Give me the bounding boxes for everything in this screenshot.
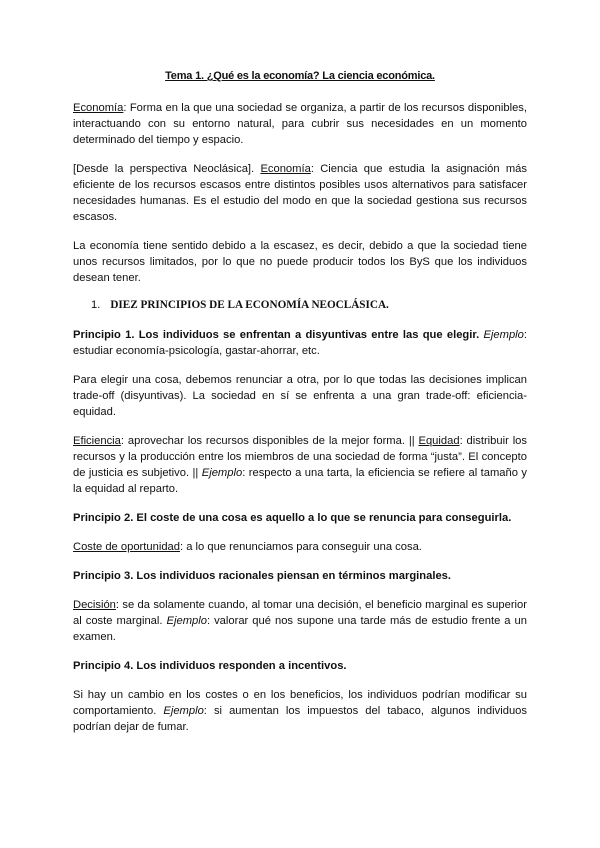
term-equidad: Equidad xyxy=(418,435,460,447)
definition-prefix: [Desde la perspectiva Neoclásica]. xyxy=(73,163,261,175)
principle-title: Principio 1. Los individuos se enfrentan a disyuntivas entre las que elegir. xyxy=(73,329,480,341)
paragraph-text: Si hay un cambio en los costes o en los beneficios, los individuos podrían modificar su comportamiento. xyxy=(73,689,527,717)
principle-3: Principio 3. Los individuos racionales piensan en términos marginales. xyxy=(73,570,451,582)
example-label: Ejemplo xyxy=(166,615,207,627)
paragraph-decision xyxy=(73,597,527,645)
paragraph-eficiencia-equidad xyxy=(73,433,527,497)
definition-text: : Forma en la que una sociedad se organiza, a partir de los recursos disponibles, interactuando con su entorno natural, para cubrir sus necesidades en un momento determinado del tiempo y espacio. xyxy=(73,102,527,146)
principle-4: Principio 4. Los individuos responden a incentivos. xyxy=(73,660,347,672)
definition-text: : se da solamente cuando, al tomar una decisión, el beneficio marginal es superior al coste marginal. xyxy=(73,599,527,627)
principle-2: Principio 2. El coste de una cosa es aquello a lo que se renuncia para conseguirla. xyxy=(73,512,512,524)
definition-text: : Ciencia que estudia la asignación más eficiente de los recursos escasos entre distintos posibles usos alternativos para satisfacer necesidades humanas. Es el estudio del modo en que la sociedad gestiona sus recursos escasos. xyxy=(73,163,527,223)
section-heading xyxy=(91,299,527,311)
definition-text: : a lo que renunciamos para conseguir una cosa. xyxy=(179,541,422,553)
example-text: : respecto a una tarta, la eficiencia se refiere al tamaño y la equidad al reparto. xyxy=(73,467,527,495)
example-label: Ejemplo xyxy=(163,705,204,717)
definition-text: : aprovechar los recursos disponibles de la mejor forma. || xyxy=(120,435,419,447)
term-economia-neoclasica: Economía xyxy=(260,163,311,175)
example-text: : estudiar economía-psicología, gastar-ahorrar, etc. xyxy=(73,329,527,357)
section-label: DIEZ PRINCIPIOS DE LA ECONOMÍA NEOCLÁSICA. xyxy=(110,299,389,311)
paragraph-trade-off: Para elegir una cosa, debemos renunciar a otra, por lo que todas las decisiones implican trade-off (disyuntivas). La sociedad en sí se enfrenta a una gran trade-off: eficiencia-equidad. xyxy=(73,374,527,418)
page-title: Tema 1. ¿Qué es la economía? La ciencia económica. xyxy=(165,70,435,82)
term-eficiencia: Eficiencia xyxy=(73,435,121,447)
example-label: Ejemplo xyxy=(483,329,524,341)
term-decision: Decisión xyxy=(73,599,116,611)
paragraph-coste-oportunidad xyxy=(73,539,527,555)
definition-text: : distribuir los recursos y la producción entre los miembros de una sociedad de forma “justa”. El concepto de justicia es subjetivo. || xyxy=(73,435,527,479)
paragraph-incentivos xyxy=(73,687,527,735)
example-label: Ejemplo xyxy=(201,467,243,479)
term-coste-oportunidad: Coste de oportunidad xyxy=(73,541,180,553)
paragraph-neoclasica-definition xyxy=(73,161,527,225)
section-number: 1. xyxy=(91,299,101,311)
example-text: : valorar qué nos supone una tarde más de estudio frente a un examen. xyxy=(73,615,527,643)
paragraph-escasez: La economía tiene sentido debido a la escasez, es decir, debido a que la sociedad tiene unos recursos limitados, por lo que no puede producir todos los ByS que los individuos desean tener. xyxy=(73,240,527,284)
principle-1 xyxy=(73,327,527,359)
example-text: : si aumentan los impuestos del tabaco, algunos individuos podrían dejar de fumar. xyxy=(73,705,527,733)
paragraph-economia-definition xyxy=(73,100,527,148)
term-economia: Economía xyxy=(73,102,124,114)
